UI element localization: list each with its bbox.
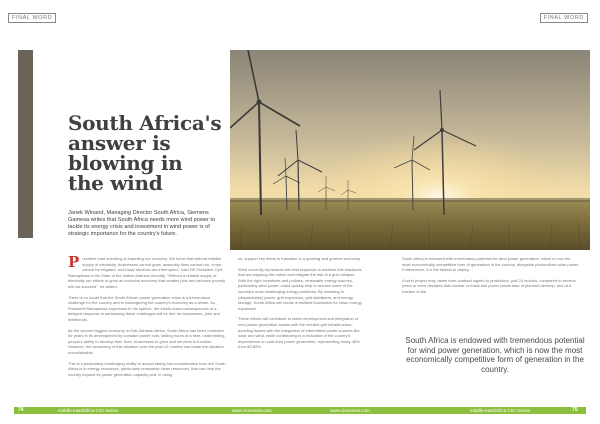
section-tag-left: FINAL WORD	[8, 13, 56, 23]
paragraph: Wind currently represents the best response to address this blackouts that are crippling the nation and mitigate the risk of a grid collapse. With the right incentives and policies, renewable energy sources, particularly wind power, could quickly help to resolve some of the country's most challenging energy problems. By investing in (dispatchable) power, grid expansion, grid stabilizers, and energy storage, South Africa will create a resilient foundation for clean energy expansion.	[238, 266, 362, 311]
paragraph	[68, 253, 226, 290]
body-column-1	[68, 253, 226, 382]
paragraph: As the second biggest economy in Sub-Saharan Africa, South Africa has been restricted for years in its development by constant power cuts, lasting hours at a time, undermining people's ability to develop their lives, businesses to grow and services to function. However, the worsening of this situation over the past 12 months has made the situation unsustainable.	[68, 327, 225, 355]
decorative-color-bar	[18, 50, 33, 238]
article-standfirst: Janek Winand, Managing Director South Africa, Siemens Gamesa writes that South Africa needs more wind power to tackle its energy crisis and investment in wind power is of strategic importance for the country's future.	[68, 210, 216, 237]
paragraph: There is no doubt that the South African power generation crisis is a tremendous challenge for the country and is endangering the country's economy as a whole. As President Ramaphosa expressed in his speech, the trickle-down consequences of a delayed response in addressing these challenges will be dire for businesses, jobs and livelihoods.	[68, 294, 220, 322]
footer-magazine-right: middle-east/africa CIO review	[470, 408, 531, 413]
paragraph: South Africa is endowed with tremendous potential for wind power generation, which is now the most economically competitive form of generation in the country, alongside photovoltaic solar power. Furthermore, it is the fastest to deploy.	[402, 256, 580, 273]
headline-line: the wind	[68, 171, 163, 195]
page-number-right: 75	[572, 407, 578, 413]
headline-line: answer is	[68, 131, 171, 155]
paragraph: These efforts will contribute to faster development and integration of new power generation assets with the needed grid infrastructure, avoiding issues with the integration of intermittent power sources like solar and wind, while contributing to a reduction of the country's dependence on coal-fired power generation, representing today 48% from 80-85%.	[238, 316, 360, 350]
drop-cap: P	[68, 253, 80, 271]
pull-quote: South Africa is endowed with tremendous potential for wind power generation, which is now the most economically competitive form of generation in the country.	[405, 336, 585, 374]
body-column-3	[402, 256, 580, 300]
footer-url-right: www.cioreview.com	[330, 408, 370, 413]
headline-line: blowing in	[68, 151, 183, 175]
paragraph: This is a particularly challenging reality to accept taking into consideration how rich South Africa is in energy resources, particularly renewable clean resources, that can help the country expand its power generation capacity and, in doing	[68, 360, 226, 377]
headline-line: South Africa's	[68, 111, 222, 135]
paragraph: A wind project may, taken from contract signed to production, just 24 months, compared to several years or even decades that nuclear or fossil-fuel power plants take of planned develop, and at a fraction of the	[402, 277, 576, 294]
page-number-left: 74	[18, 407, 24, 413]
body-column-2	[238, 256, 364, 355]
article-headline	[68, 113, 238, 193]
footer-magazine-left: middle-east/africa CIO review	[58, 408, 119, 413]
page-footer	[0, 402, 600, 416]
paragraph: so, support key fields to transition to a growing and greener economy.	[238, 256, 362, 261]
paragraph-text: resident load shedding is impeding our recovery. We know that without reliable supply of electricity, businesses cannot grow, assembly lines cannot run, crops cannot be irrigated, and basic services are interrupted," said HE President Cyril Ramaphosa in his State of the Nation Address recently. "Without a reliable supply of electricity our efforts to grow an inclusive economy that creates jobs and reduces poverty will not succeed", he added.	[68, 256, 226, 289]
footer-url-left: www.cioreview.com	[232, 408, 272, 413]
wind-turbine-photo	[230, 50, 590, 250]
section-tag-right: FINAL WORD	[540, 13, 588, 23]
